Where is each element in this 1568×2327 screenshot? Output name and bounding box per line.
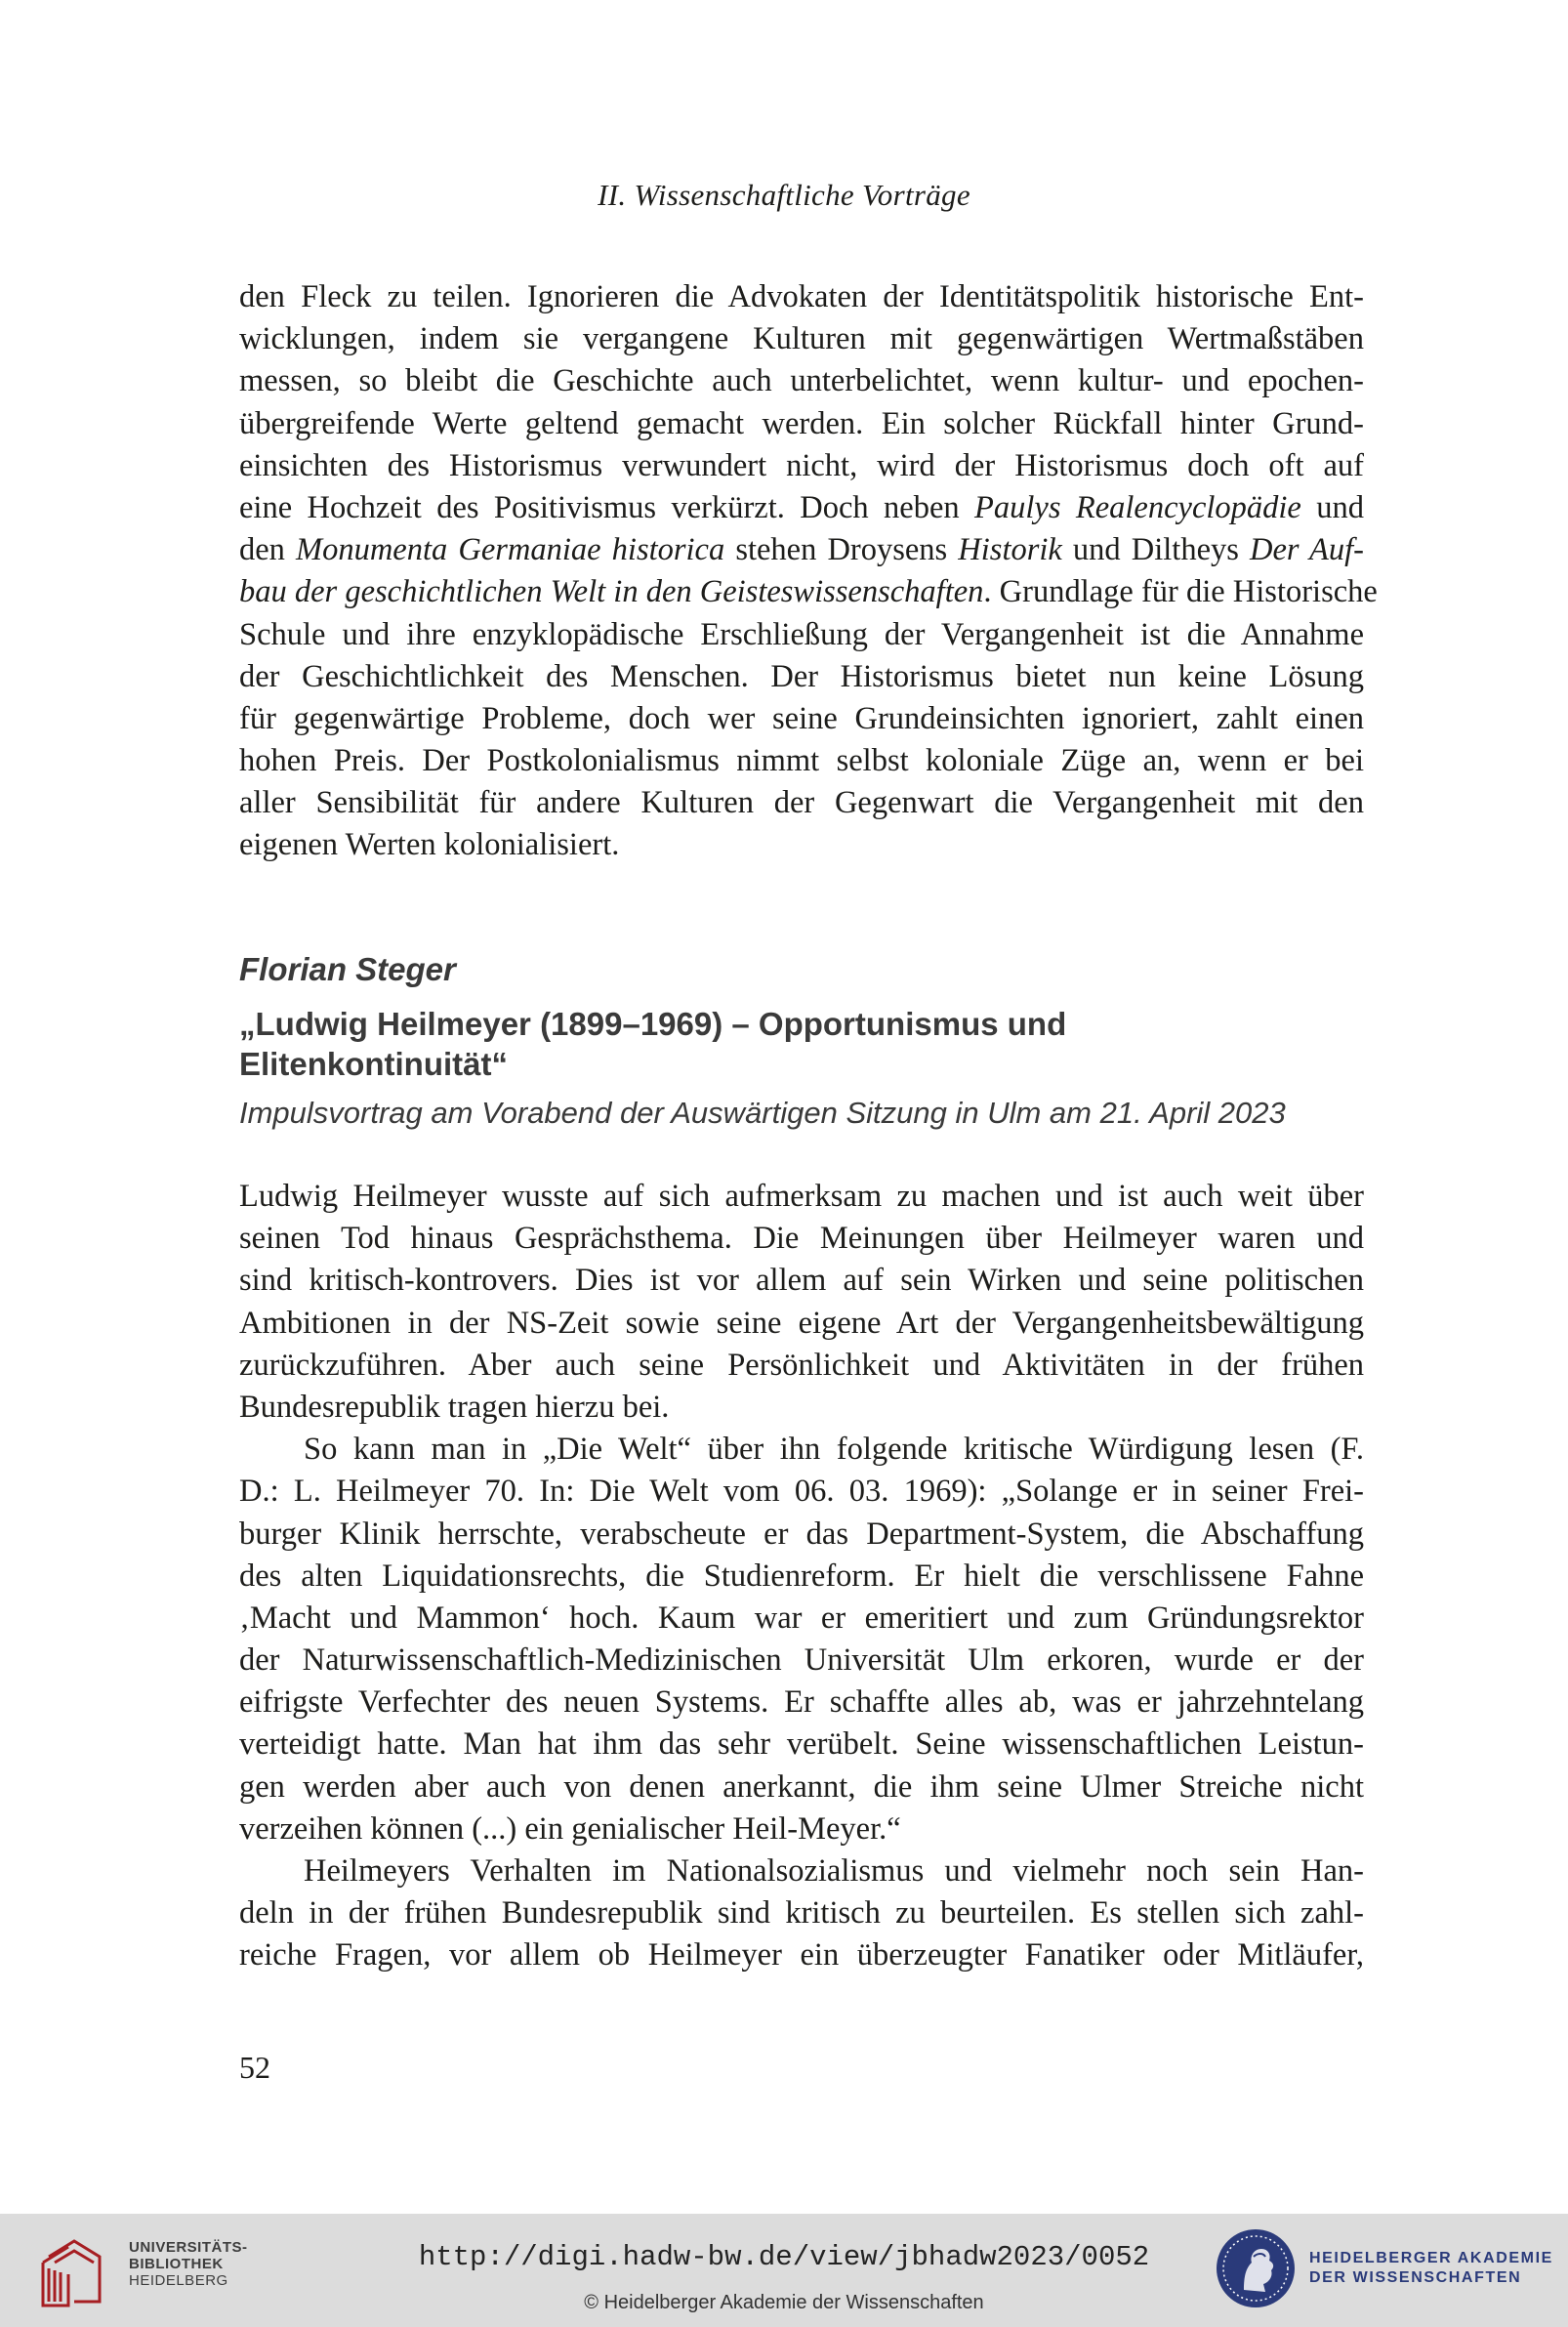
text-run: wicklungen, indem sie vergangene Kulturen mit gegenwärtigen Wertmaßstäben: [239, 321, 1364, 357]
text-run: . Grundlage für die Historische: [983, 574, 1378, 610]
text-line: [239, 487, 1364, 529]
text-run: für gegenwärtige Probleme, doch wer seine Grundeinsichten ignoriert, zahlt einen: [239, 700, 1364, 736]
text-run: deln in der frühen Bundesrepublik sind kritisch zu beurteilen. Es stellen sich zahl-: [239, 1895, 1364, 1932]
italic-title: Der Auf-: [1249, 532, 1364, 568]
text-line: [239, 1429, 1364, 1471]
text-run: übergreifende Werte geltend gemacht werden. Ein solcher Rückfall hinter Grund-: [239, 405, 1364, 441]
text-line: [239, 614, 1364, 656]
text-line: [239, 1176, 1364, 1218]
text-line: [239, 1724, 1364, 1766]
ub-line-3: HEIDELBERG: [129, 2272, 228, 2289]
text-line: [239, 403, 1364, 445]
italic-title: Historik: [958, 532, 1062, 568]
text-line: [239, 656, 1364, 698]
text-run: So kann man in „Die Welt“ über ihn folgende kritische Würdigung lesen (F.: [304, 1432, 1364, 1468]
academy-wordmark: [1309, 2249, 1553, 2288]
italic-title: bau der geschichtlichen Welt in den Geisteswissenschaften: [239, 574, 984, 610]
text-line: [239, 1850, 1364, 1892]
text-line: [239, 1471, 1364, 1513]
text-line: [239, 445, 1364, 487]
text-line: [239, 824, 1364, 866]
footer-bar: [0, 2214, 1568, 2327]
text-line: [239, 1345, 1364, 1387]
text-run: D.: L. Heilmeyer 70. In: Die Welt vom 06. 03. 1969): „Solange er in seiner Frei-: [239, 1474, 1364, 1510]
text-line: [239, 1514, 1364, 1556]
text-run: burger Klinik herrschte, verabscheute er das Department-System, die Abschaffung: [239, 1516, 1364, 1552]
text-run: eine Hochzeit des Positivismus verkürzt. Doch neben: [239, 489, 975, 525]
article-title-line-1: „Ludwig Heilmeyer (1899–1969) – Opportunismus und: [239, 1006, 1067, 1042]
academy-seal-logo-icon[interactable]: [1215, 2227, 1297, 2309]
footer-url-link[interactable]: http://digi.hadw-bw.de/view/jbhadw2023/0052: [418, 2241, 1150, 2273]
text-run: seinen Tod hinaus Gesprächsthema. Die Meinungen über Heilmeyer waren und: [239, 1221, 1364, 1257]
text-line: [239, 1218, 1364, 1260]
text-run: eifrigste Verfechter des neuen Systems. Er schaffte alles ab, was er jahrzehntelang: [239, 1684, 1364, 1721]
footer-copyright: © Heidelberger Akademie der Wissenschaften: [584, 2292, 984, 2313]
text-run: Heilmeyers Verhalten im Nationalsozialismus und vielmehr noch sein Han-: [304, 1853, 1364, 1889]
article-author: Florian Steger: [239, 951, 456, 987]
text-line: [239, 1892, 1364, 1934]
text-line: [239, 318, 1364, 360]
text-run: der Geschichtlichkeit des Menschen. Der Historismus bietet nun keine Lösung: [239, 658, 1364, 694]
text-run: des alten Liquidationsrechts, die Studienreform. Er hielt die verschlissene Fahne: [239, 1558, 1364, 1594]
text-run: Ambitionen in der NS-Zeit sowie seine eigene Art der Vergangenheitsbewältigung: [239, 1305, 1364, 1341]
text-run: reiche Fragen, vor allem ob Heilmeyer ein überzeugter Fanatiker oder Mitläufer,: [239, 1937, 1364, 1974]
hadw-line-1: HEIDELBERGER AKADEMIE: [1309, 2250, 1553, 2266]
text-run: messen, so bleibt die Geschichte auch unterbelichtet, wenn kultur- und epochen-: [239, 363, 1364, 399]
text-run: Ludwig Heilmeyer wusste auf sich aufmerksam zu machen und ist auch weit über: [239, 1179, 1364, 1214]
text-line: [239, 360, 1364, 402]
text-run: stehen Droysens: [724, 532, 959, 568]
text-run: den Fleck zu teilen. Ignorieren die Advokaten der Identitätspolitik historische Ent-: [239, 279, 1364, 314]
text-line: [239, 740, 1364, 782]
text-run: und Diltheys: [1061, 532, 1250, 568]
ub-line-1: UNIVERSITÄTS-: [129, 2239, 248, 2256]
text-run: sind kritisch-kontrovers. Dies ist vor allem auf sein Wirken und seine politischen: [239, 1263, 1364, 1299]
text-line: [239, 571, 1378, 613]
text-run: zurückzuführen. Aber auch seine Persönlichkeit und Aktivitäten in der frühen: [239, 1347, 1364, 1383]
text-line: [239, 1640, 1364, 1682]
text-run: verzeihen können (...) ein genialischer Heil-Meyer.“: [239, 1810, 901, 1847]
text-run: gen werden aber auch von denen anerkannt, die ihm seine Ulmer Streiche nicht: [239, 1768, 1364, 1805]
text-run: eigenen Werten kolonialisiert.: [239, 827, 620, 863]
text-run: ‚Macht und Mammon‘ hoch. Kaum war er emeritiert und zum Gründungsrektor: [239, 1600, 1364, 1636]
text-run: hohen Preis. Der Postkolonialismus nimmt selbst koloniale Züge an, wenn er bei: [239, 743, 1364, 779]
body-text-block-1: [239, 276, 1378, 867]
text-line: [239, 1556, 1364, 1598]
text-line: [239, 1682, 1364, 1724]
text-line: [239, 276, 1364, 318]
italic-title: Monumenta Germaniae historica: [296, 532, 725, 568]
body-text-block-2: [239, 1176, 1364, 1977]
italic-title: Paulys Realencyclopädie: [974, 489, 1301, 525]
text-line: [239, 698, 1364, 740]
text-line: [239, 1387, 1364, 1429]
text-run: Bundesrepublik tragen hierzu bei.: [239, 1389, 670, 1425]
text-run: den: [239, 532, 297, 568]
text-line: [239, 529, 1364, 571]
page-number: 52: [239, 2050, 270, 2085]
text-run: der Naturwissenschaftlich-Medizinischen Universität Ulm erkoren, wurde er der: [239, 1642, 1364, 1679]
text-run: Schule und ihre enzyklopädische Erschließung der Vergangenheit ist die Annahme: [239, 616, 1364, 652]
ub-line-2: BIBLIOTHEK: [129, 2256, 224, 2272]
text-line: [239, 1303, 1364, 1345]
text-line: [239, 1808, 1364, 1850]
text-line: [239, 1598, 1364, 1640]
text-run: aller Sensibilität für andere Kulturen der Gegenwart die Vergangenheit mit den: [239, 785, 1364, 821]
text-run: einsichten des Historismus verwundert nicht, wird der Historismus doch oft auf: [239, 447, 1364, 483]
article-subtitle: Impulsvortrag am Vorabend der Auswärtigen Sitzung in Ulm am 21. April 2023: [239, 1096, 1286, 1130]
article-title-line-2: Elitenkontinuität“: [239, 1046, 508, 1082]
running-head: II. Wissenschaftliche Vorträge: [598, 178, 970, 212]
text-run: und: [1300, 489, 1365, 525]
text-line: [239, 1934, 1364, 1976]
text-line: [239, 782, 1364, 824]
text-run: verteidigt hatte. Man hat ihm das sehr verübelt. Seine wissenschaftlichen Leistun-: [239, 1726, 1364, 1763]
hadw-line-2: DER WISSENSCHAFTEN: [1309, 2269, 1522, 2286]
text-line: [239, 1766, 1364, 1808]
text-line: [239, 1260, 1364, 1302]
article-title: [239, 1004, 1372, 1084]
